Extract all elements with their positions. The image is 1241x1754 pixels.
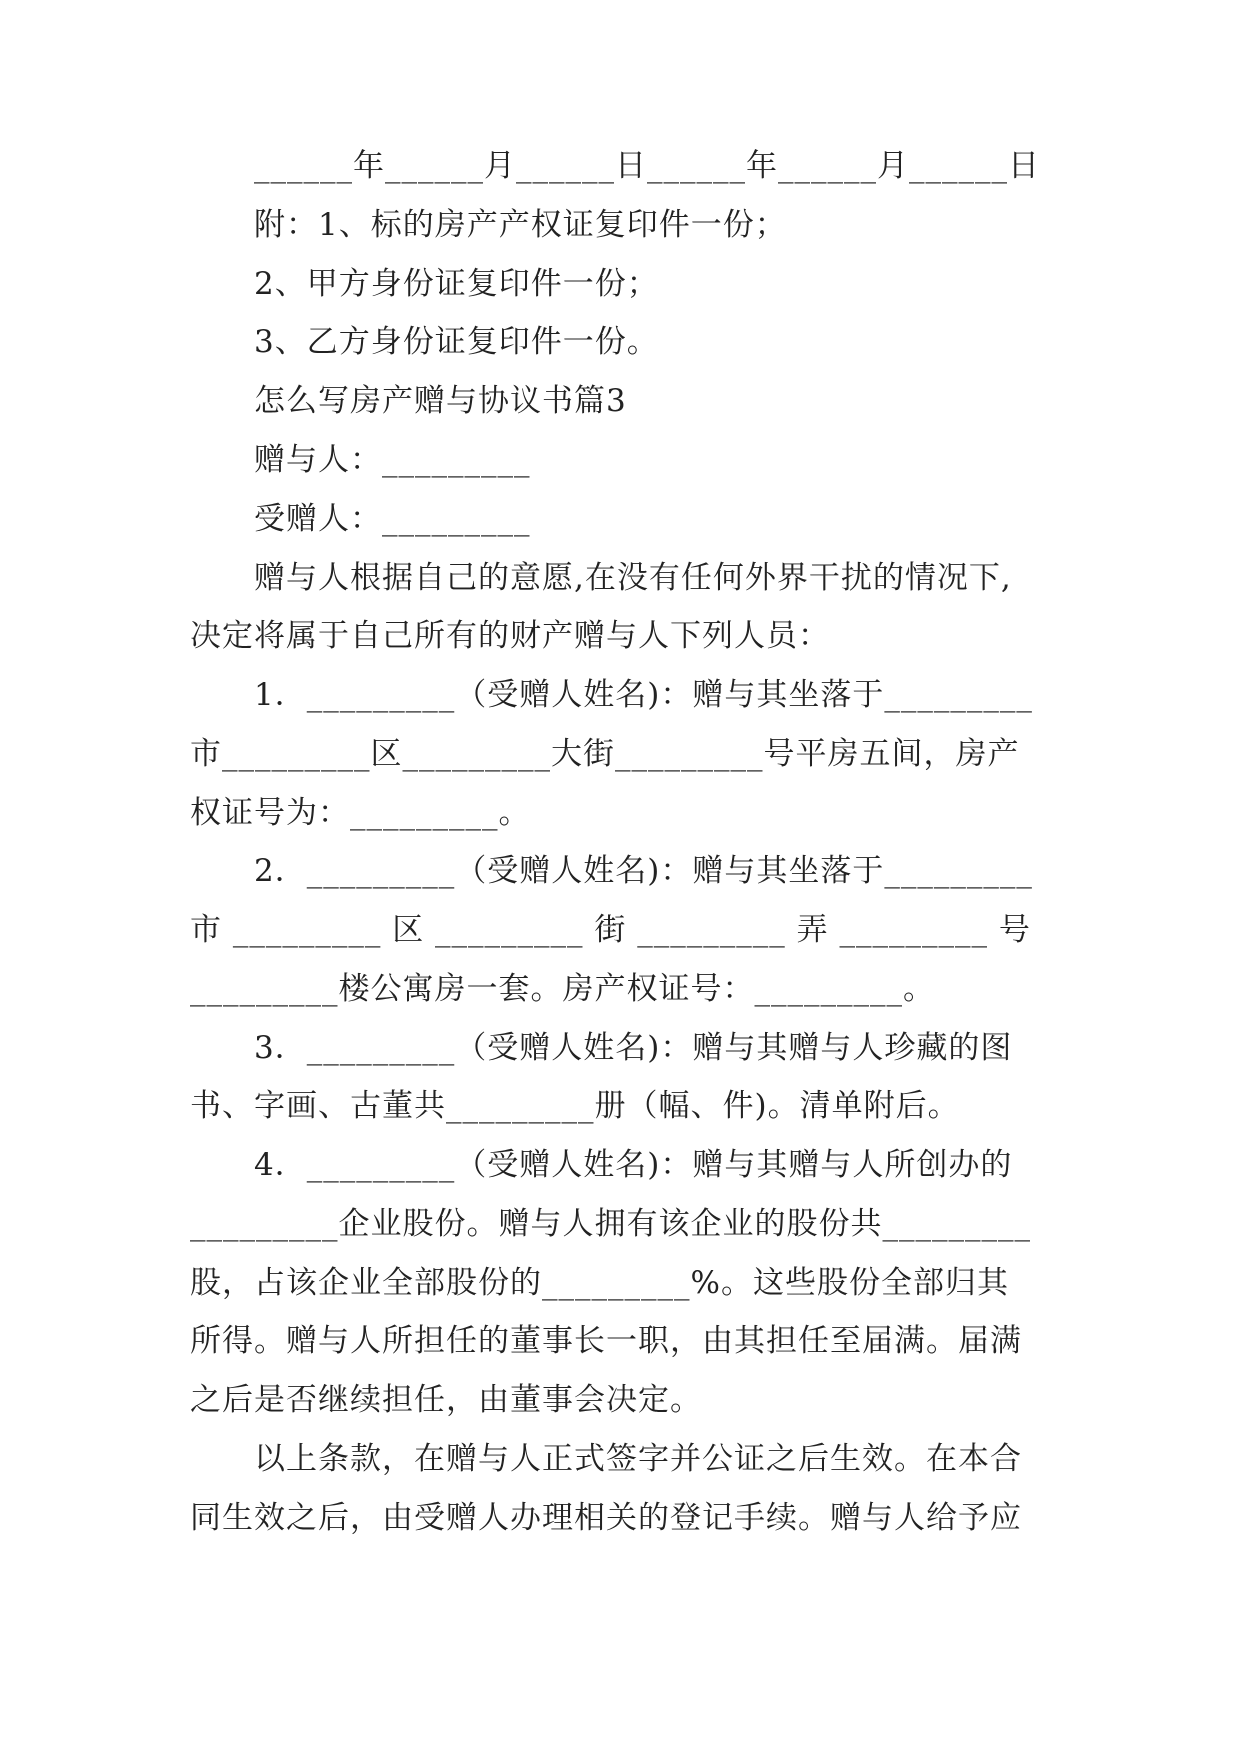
clause-2-line: _________楼公寓房一套。房产权证号：_________。 bbox=[190, 971, 935, 1007]
clause-3-line: 3．_________（受赠人姓名)：赠与其赠与人珍藏的图 bbox=[254, 1030, 1013, 1066]
clause-4-line: 之后是否继续担任，由董事会决定。 bbox=[190, 1382, 702, 1418]
section-title: 怎么写房产赠与协议书篇3 bbox=[254, 383, 627, 419]
attachment-item-1: 附：1、标的房产产权证复印件一份； bbox=[254, 207, 787, 243]
clause-3-line: 书、字画、古董共_________册（幅、件)。清单附后。 bbox=[190, 1088, 960, 1124]
clause-4-line: 股，占该企业全部股份的_________%。这些股份全部归其 bbox=[190, 1265, 1009, 1301]
clause-1-line: 1．_________（受赠人姓名)：赠与其坐落于_________ bbox=[254, 677, 1033, 713]
clause-4-line: 所得。赠与人所担任的董事长一职，由其担任至届满。届满 bbox=[190, 1323, 1022, 1359]
attachment-item-2: 2、甲方身份证复印件一份； bbox=[254, 266, 659, 302]
date-line: ______年______月______日______年______月______日 bbox=[254, 148, 1040, 184]
clause-4-line: _________企业股份。赠与人拥有该企业的股份共_________ bbox=[190, 1206, 1031, 1242]
clause-1-line: 市_________区_________大街_________号平房五间，房产 bbox=[190, 736, 1020, 772]
closing-line: 以上条款，在赠与人正式签字并公证之后生效。在本合 bbox=[254, 1441, 1022, 1477]
clause-2-line: 市 _________ 区 _________ 街 _________ 弄 _________ 号 bbox=[190, 912, 1031, 948]
donor-field: 赠与人：_________ bbox=[254, 442, 531, 478]
clause-4-line: 4．_________（受赠人姓名)：赠与其赠与人所创办的 bbox=[254, 1147, 1013, 1183]
closing-line: 同生效之后，由受赠人办理相关的登记手续。赠与人给予应 bbox=[190, 1500, 1022, 1536]
clause-1-line: 权证号为：_________。 bbox=[190, 795, 531, 831]
paragraph-line: 决定将属于自己所有的财产赠与人下列人员： bbox=[190, 618, 830, 654]
recipient-field: 受赠人：_________ bbox=[254, 501, 531, 537]
attachment-item-3: 3、乙方身份证复印件一份。 bbox=[254, 324, 659, 360]
paragraph-line: 赠与人根据自己的意愿,在没有任何外界干扰的情况下, bbox=[254, 560, 1012, 596]
clause-2-line: 2．_________（受赠人姓名)：赠与其坐落于_________ bbox=[254, 853, 1033, 889]
